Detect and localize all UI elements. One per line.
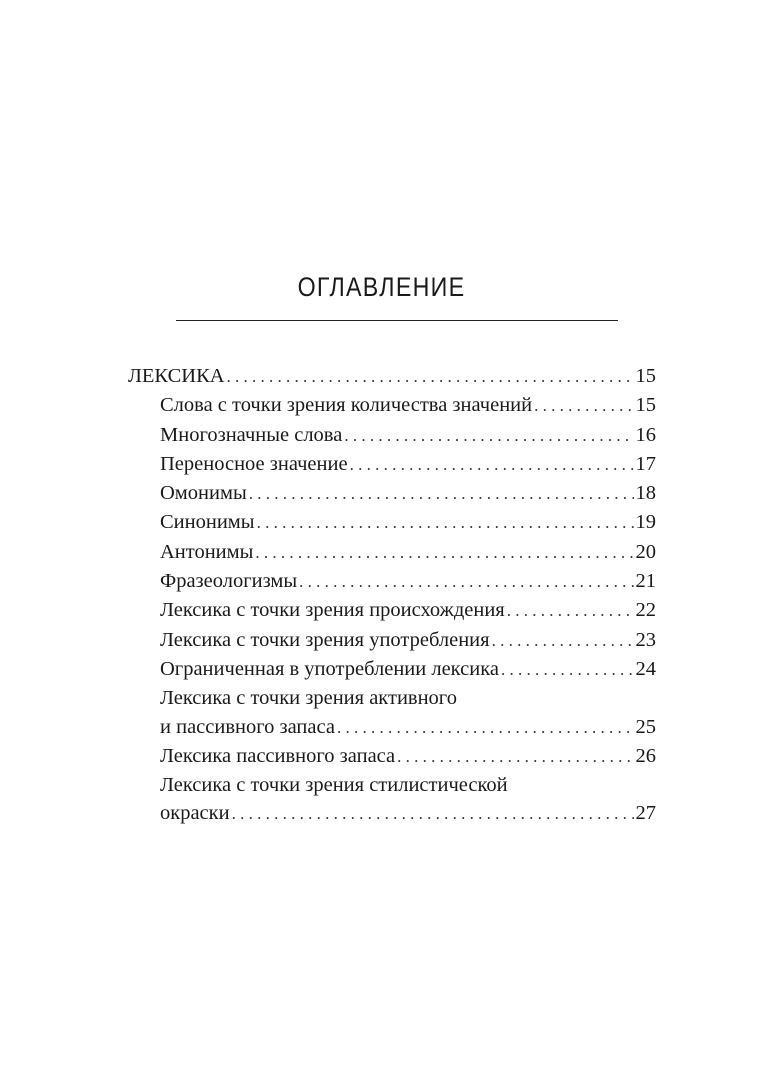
toc-entry[interactable] (128, 421, 656, 450)
dot-leader (232, 800, 634, 828)
dot-leader (227, 363, 634, 391)
dot-leader (257, 509, 634, 537)
toc-entry-text: Ограниченная в употреблении лексика (160, 657, 499, 680)
toc-entry[interactable] (128, 538, 656, 567)
toc-page-number: 20 (635, 540, 656, 563)
toc-entry[interactable] (128, 450, 656, 479)
toc-page-number: 17 (635, 452, 656, 475)
toc-page-number: 23 (635, 628, 656, 651)
dot-leader (299, 568, 633, 596)
toc-section-leksika[interactable] (128, 362, 656, 391)
toc-entry-text: Переносное значение (160, 452, 348, 475)
toc-page-number: 15 (635, 365, 656, 387)
toc-entry-text: Лексика с точки зрения происхождения (160, 599, 505, 622)
toc-entry-first-line[interactable]: Лексика с точки зрения активного (160, 687, 457, 710)
toc-page-number: 27 (635, 802, 656, 825)
toc-entry[interactable] (128, 596, 656, 625)
toc-entry[interactable] (128, 799, 656, 828)
toc-entry[interactable] (128, 742, 656, 771)
toc-entry-text: Лексика с точки зрения употребления (160, 628, 490, 651)
dot-leader (350, 451, 634, 479)
toc-entry[interactable] (128, 626, 656, 655)
table-of-contents (128, 362, 656, 829)
dot-leader (344, 422, 633, 450)
toc-entry-text: Антонимы (160, 540, 254, 563)
toc-entry-first-line[interactable]: Лексика с точки зрения стилистической (160, 774, 508, 797)
toc-entry-text: Лексика пассивного запаса (160, 744, 396, 767)
dot-leader (507, 597, 634, 625)
toc-page-number: 22 (635, 599, 656, 622)
toc-page-number: 25 (635, 715, 656, 738)
dot-leader (534, 392, 633, 420)
toc-entry[interactable] (128, 508, 656, 537)
toc-entry-text: Слова с точки зрения количества значений (160, 394, 533, 417)
toc-entry-text: Фразеологизмы (160, 570, 298, 593)
toc-page-number: 15 (635, 394, 656, 417)
toc-entry[interactable] (128, 479, 656, 508)
dot-leader (397, 743, 633, 771)
toc-page-number: 26 (635, 744, 656, 767)
dot-leader (249, 480, 634, 508)
toc-entry[interactable] (128, 567, 656, 596)
toc-entry-text: Синонимы (160, 511, 255, 534)
toc-page-number: 16 (635, 423, 656, 446)
toc-page-number: 18 (635, 482, 656, 505)
toc-entry[interactable] (128, 655, 656, 684)
dot-leader (501, 656, 634, 684)
toc-title: ОГЛАВЛЕНИЕ (297, 272, 466, 302)
toc-page-number: 19 (635, 511, 656, 534)
title-rule (176, 320, 618, 321)
toc-entry-text: окраски (160, 802, 230, 825)
toc-entry[interactable] (128, 713, 656, 742)
toc-entry-text: Омонимы (160, 482, 247, 505)
toc-entry-text: Многозначные слова (160, 423, 343, 446)
toc-entry-text: ЛЕКСИКА (128, 365, 225, 387)
dot-leader (492, 627, 634, 655)
dot-leader (337, 714, 634, 742)
toc-page-number: 24 (635, 657, 656, 680)
toc-entry[interactable] (128, 391, 656, 420)
toc-page-number: 21 (635, 570, 656, 593)
toc-entry-text: и пассивного запаса (160, 715, 335, 738)
dot-leader (255, 539, 633, 567)
